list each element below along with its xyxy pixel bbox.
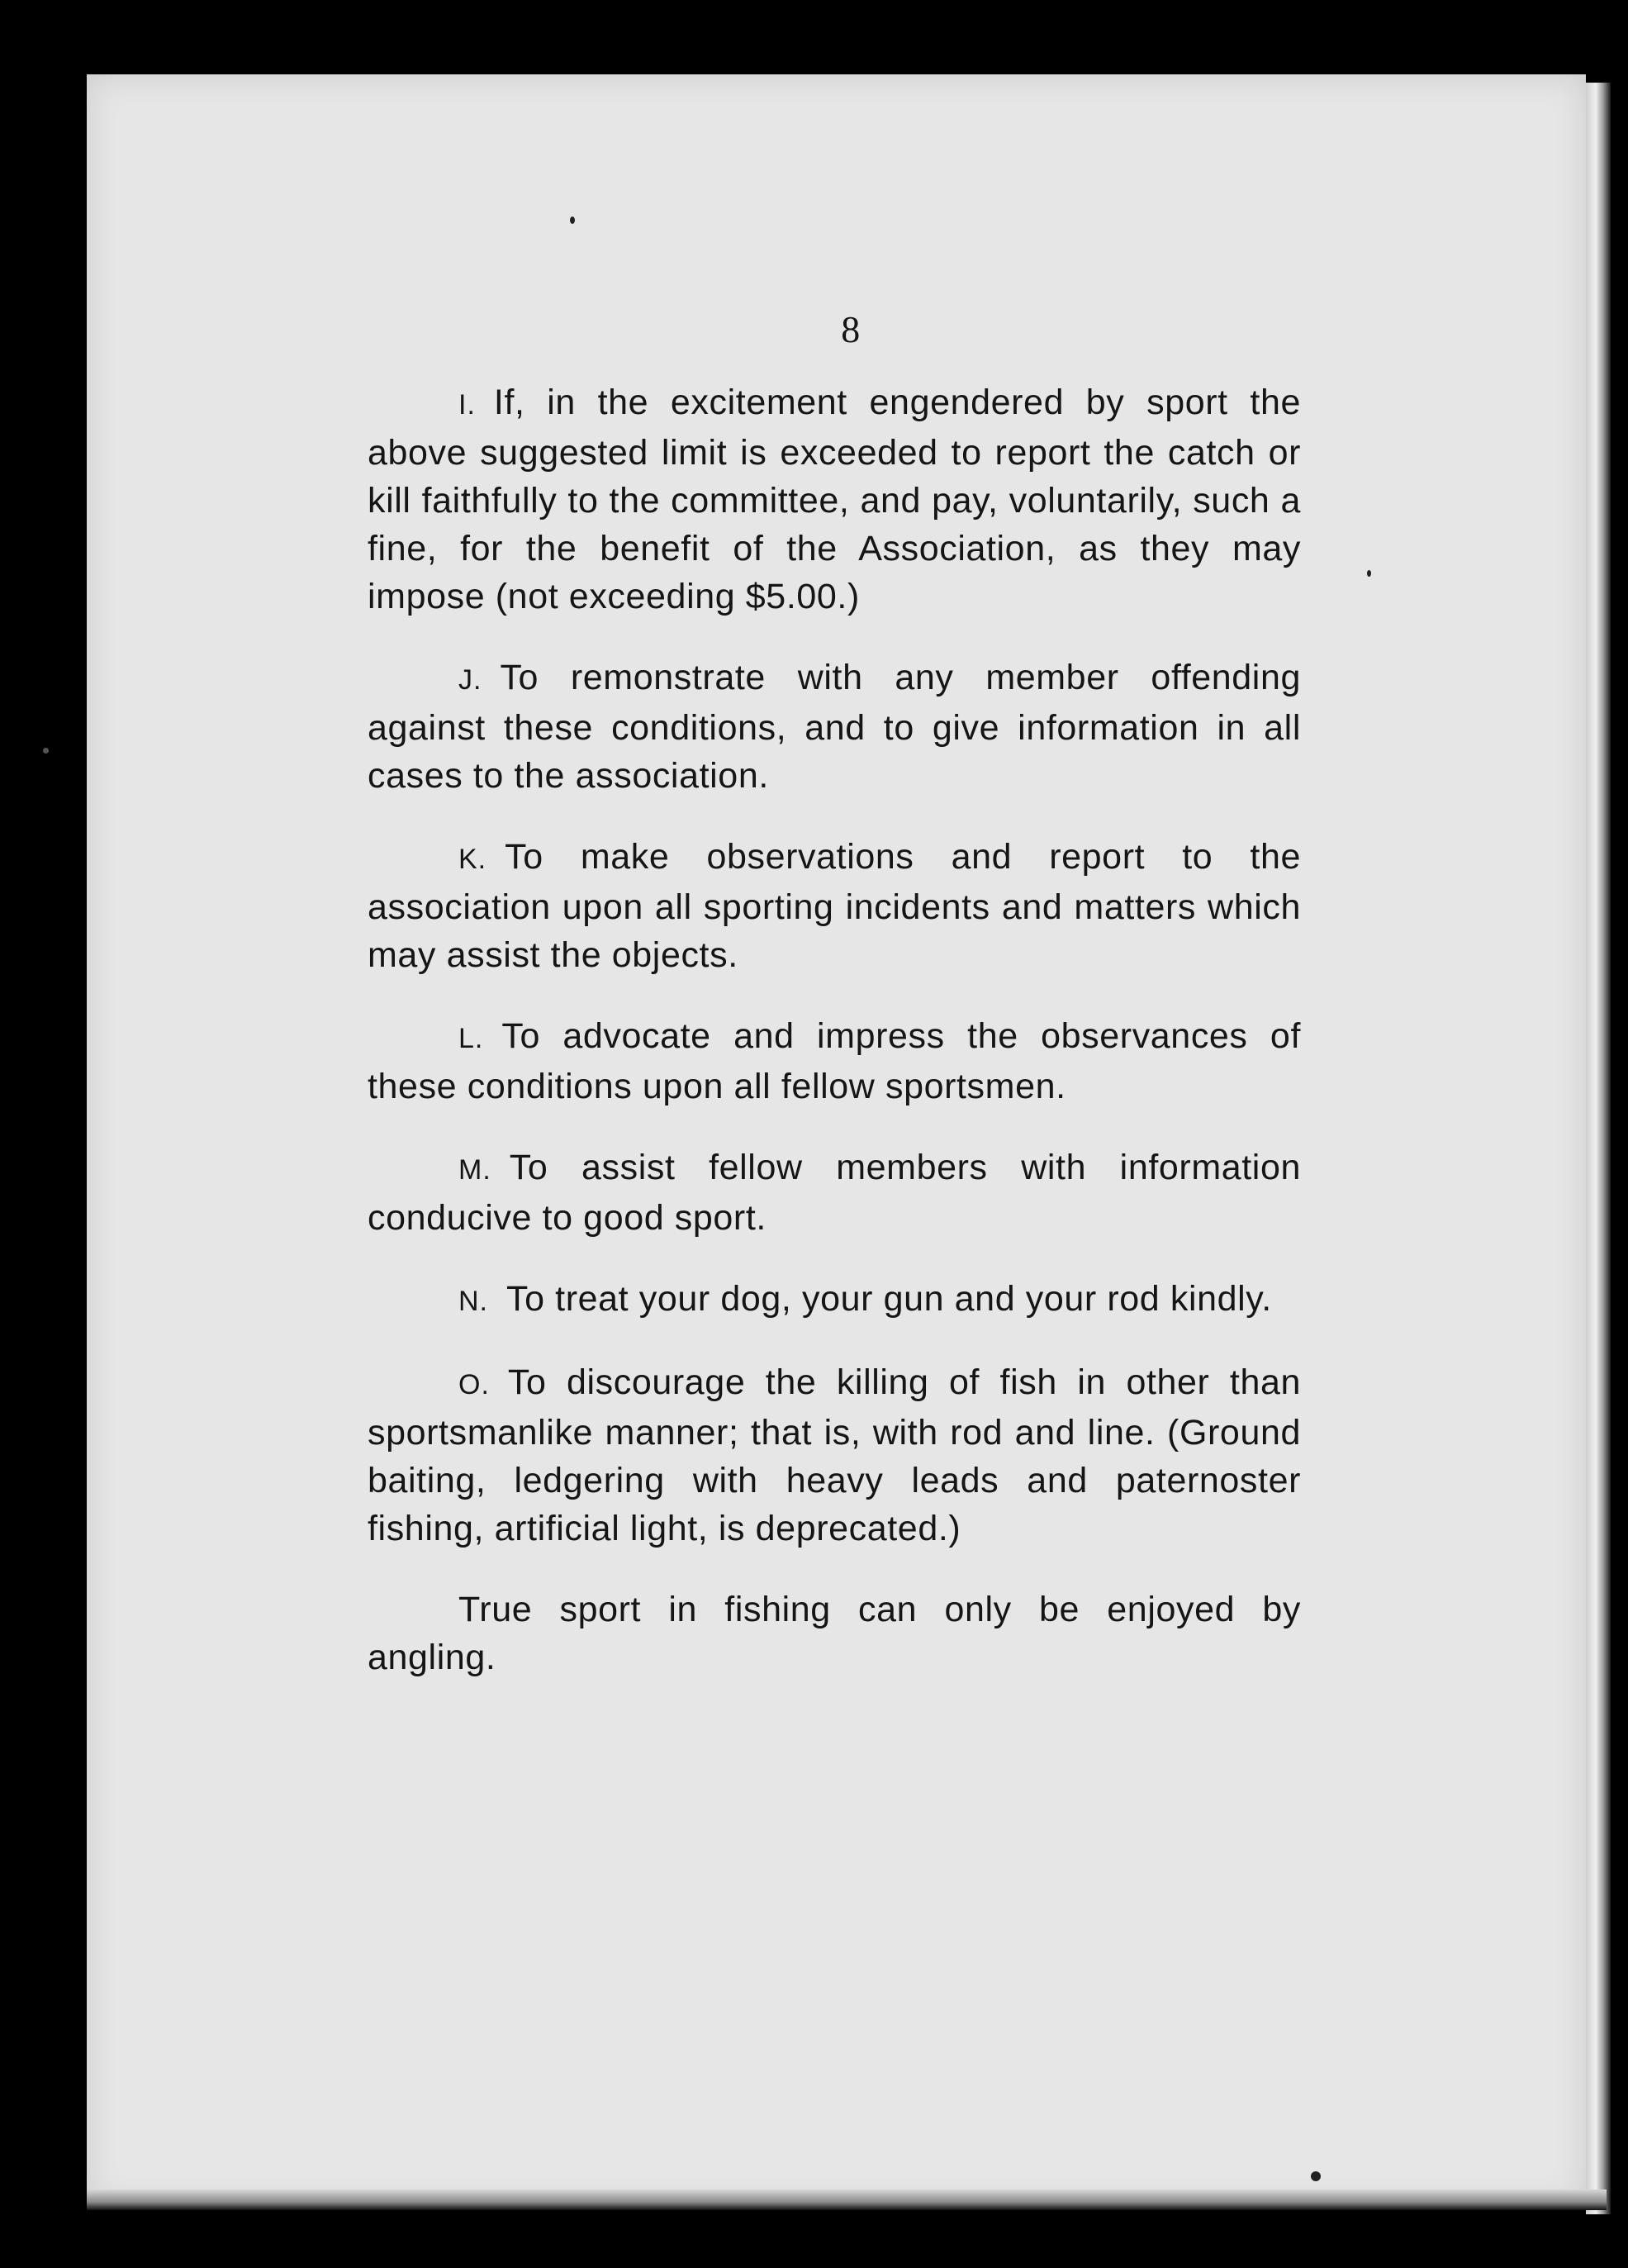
list-item xyxy=(368,1012,1301,1110)
item-text: To make observations and report to the association upon all sporting incidents and matters which may assist the objects. xyxy=(368,837,1301,975)
scan-speck xyxy=(1367,570,1371,577)
item-text: To remonstrate with any member offending against these conditions, and to give information in all cases to the association. xyxy=(368,658,1301,796)
list-item xyxy=(368,833,1301,979)
item-text: To assist fellow members with information conducive to good sport. xyxy=(368,1148,1301,1238)
item-label: I. xyxy=(458,389,476,421)
page-edge-right xyxy=(1586,83,1611,2214)
document-body xyxy=(368,306,1301,1714)
list-item xyxy=(368,1144,1301,1242)
list-item xyxy=(368,378,1301,620)
item-text: If, in the excitement engendered by sport the above suggested limit is exceeded to report the catch or kill faithfully to the committee, and pay, voluntarily, such a fine, for the benefit of the Association, as they may impose (not exceeding $5.00.) xyxy=(368,383,1301,616)
scan-speck xyxy=(43,748,49,754)
item-label: K. xyxy=(458,844,487,875)
scan-speck xyxy=(570,216,575,224)
list-item xyxy=(368,654,1301,800)
item-label: J. xyxy=(458,664,482,696)
list-item xyxy=(368,1275,1301,1325)
item-text: To advocate and impress the observances of these conditions upon all fellow sportsmen. xyxy=(368,1016,1301,1106)
item-text: To discourage the killing of fish in other than sportsmanlike manner; that is, with rod and line. (Ground baiting, ledgering with heavy leads and paternoster fishing, artificial light, is deprecated.) xyxy=(368,1362,1301,1548)
item-label: N. xyxy=(458,1286,488,1317)
item-label: M. xyxy=(458,1154,491,1186)
closing-paragraph: True sport in fishing can only be enjoyed by angling. xyxy=(368,1590,1301,1677)
item-label: O. xyxy=(458,1369,490,1400)
list-item xyxy=(368,1358,1301,1552)
item-label: L. xyxy=(458,1023,484,1054)
item-text: To treat your dog, your gun and your rod kindly. xyxy=(506,1279,1272,1319)
page-edge-bottom xyxy=(87,2190,1607,2210)
page-number: 8 xyxy=(841,308,861,350)
scan-speck xyxy=(1311,2171,1321,2181)
